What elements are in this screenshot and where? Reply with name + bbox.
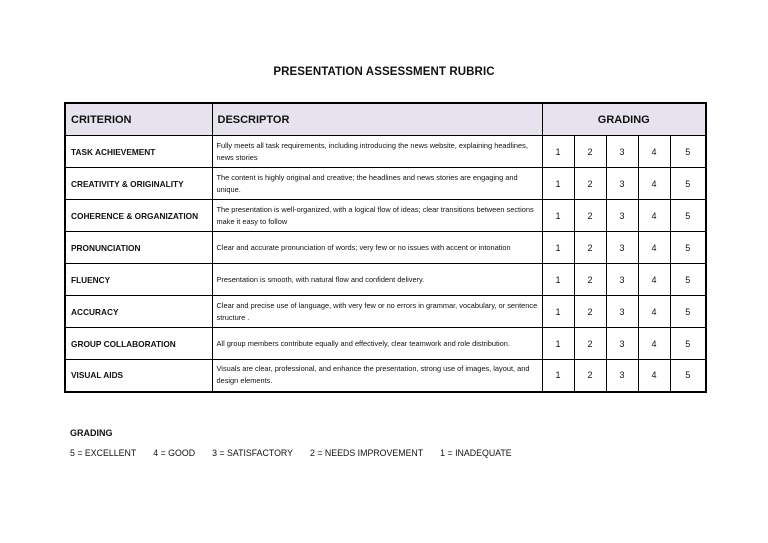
- grade-cell: 2: [574, 296, 606, 328]
- criterion-cell: GROUP COLLABORATION: [65, 328, 212, 360]
- grade-cell: 5: [670, 200, 706, 232]
- grade-cell: 3: [606, 360, 638, 392]
- table-row: [65, 136, 706, 168]
- descriptor-cell: Clear and accurate pronunciation of words; very few or no issues with accent or intonation: [212, 232, 542, 264]
- grade-cell: 5: [670, 168, 706, 200]
- rubric-table: [64, 102, 707, 393]
- criterion-cell: VISUAL AIDS: [65, 360, 212, 392]
- grade-cell: 3: [606, 296, 638, 328]
- grade-cell: 1: [542, 264, 574, 296]
- grading-legend: [70, 448, 529, 458]
- grade-cell: 5: [670, 296, 706, 328]
- grade-cell: 1: [542, 328, 574, 360]
- grade-cell: 4: [638, 264, 670, 296]
- table-row: [65, 360, 706, 392]
- grade-cell: 2: [574, 360, 606, 392]
- table-row: [65, 232, 706, 264]
- grading-header: GRADING: [542, 103, 706, 136]
- grade-cell: 3: [606, 168, 638, 200]
- grade-cell: 3: [606, 232, 638, 264]
- criterion-cell: PRONUNCIATION: [65, 232, 212, 264]
- grade-cell: 3: [606, 136, 638, 168]
- descriptor-cell: Visuals are clear, professional, and enhance the presentation, strong use of images, layout, and design elements.: [212, 360, 542, 392]
- header-row: [65, 103, 706, 136]
- grade-cell: 4: [638, 168, 670, 200]
- grade-cell: 3: [606, 200, 638, 232]
- grade-cell: 2: [574, 168, 606, 200]
- grade-cell: 5: [670, 328, 706, 360]
- grade-cell: 1: [542, 200, 574, 232]
- grade-cell: 1: [542, 296, 574, 328]
- criterion-cell: ACCURACY: [65, 296, 212, 328]
- grade-cell: 4: [638, 200, 670, 232]
- descriptor-cell: Presentation is smooth, with natural flow and confident delivery.: [212, 264, 542, 296]
- criterion-cell: TASK ACHIEVEMENT: [65, 136, 212, 168]
- page-title: PRESENTATION ASSESSMENT RUBRIC: [273, 66, 495, 78]
- descriptor-cell: Fully meets all task requirements, including introducing the news website, explaining headlines, news stories: [212, 136, 542, 168]
- table-row: [65, 296, 706, 328]
- grade-cell: 2: [574, 328, 606, 360]
- grade-cell: 4: [638, 136, 670, 168]
- grade-cell: 4: [638, 232, 670, 264]
- grade-cell: 2: [574, 200, 606, 232]
- grade-cell: 2: [574, 232, 606, 264]
- grade-cell: 1: [542, 168, 574, 200]
- legend-item: 1 = INADEQUATE: [440, 448, 512, 458]
- legend-item: 5 = EXCELLENT: [70, 448, 137, 458]
- grade-cell: 2: [574, 264, 606, 296]
- grade-cell: 4: [638, 328, 670, 360]
- grade-cell: 1: [542, 232, 574, 264]
- table-row: [65, 328, 706, 360]
- criterion-cell: FLUENCY: [65, 264, 212, 296]
- descriptor-cell: Clear and precise use of language, with very few or no errors in grammar, vocabulary, or sentence structure .: [212, 296, 542, 328]
- criterion-header: CRITERION: [65, 103, 212, 136]
- legend-item: 4 = GOOD: [153, 448, 196, 458]
- table-row: [65, 200, 706, 232]
- grade-cell: 1: [542, 360, 574, 392]
- grade-cell: 3: [606, 328, 638, 360]
- grade-cell: 5: [670, 360, 706, 392]
- criterion-cell: CREATIVITY & ORIGINALITY: [65, 168, 212, 200]
- grade-cell: 3: [606, 264, 638, 296]
- legend-title: GRADING: [70, 428, 113, 438]
- grade-cell: 5: [670, 264, 706, 296]
- grade-cell: 4: [638, 360, 670, 392]
- grade-cell: 1: [542, 136, 574, 168]
- grade-cell: 4: [638, 296, 670, 328]
- descriptor-cell: All group members contribute equally and effectively, clear teamwork and role distribution.: [212, 328, 542, 360]
- criterion-cell: COHERENCE & ORGANIZATION: [65, 200, 212, 232]
- grade-cell: 5: [670, 136, 706, 168]
- descriptor-cell: The content is highly original and creative; the headlines and news stories are engaging and unique.: [212, 168, 542, 200]
- legend-item: 3 = SATISFACTORY: [212, 448, 293, 458]
- descriptor-header: DESCRIPTOR: [212, 103, 542, 136]
- table-row: [65, 264, 706, 296]
- legend-item: 2 = NEEDS IMPROVEMENT: [310, 448, 424, 458]
- table-row: [65, 168, 706, 200]
- descriptor-cell: The presentation is well-organized, with a logical flow of ideas; clear transitions between sections make it easy to follow: [212, 200, 542, 232]
- grade-cell: 5: [670, 232, 706, 264]
- grade-cell: 2: [574, 136, 606, 168]
